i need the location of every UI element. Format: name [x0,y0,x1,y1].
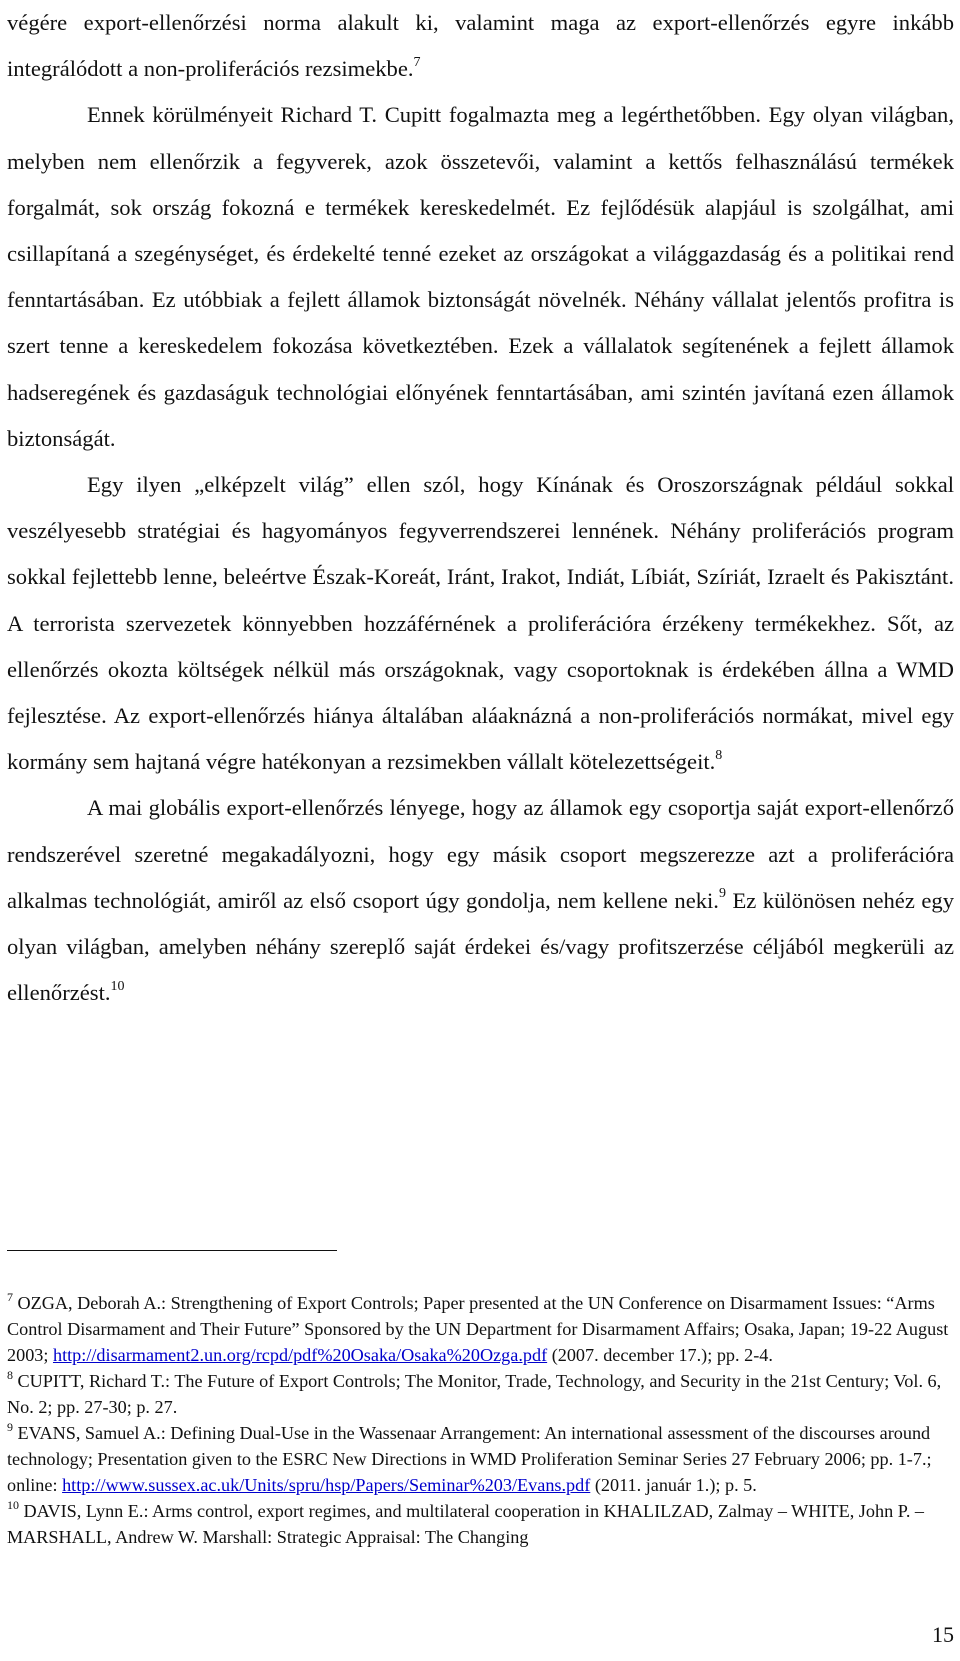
footnote-text: (2011. január 1.); p. 5. [590,1475,757,1495]
paragraph-continuation [7,0,954,92]
paragraph-text: Ennek körülményeit Richard T. Cupitt fogalmazta meg a legérthetőbben. Egy olyan világban, melyben nem ellenőrzik a fegyverek, azok összetevői, valamint a kettős felhasználású termékek forgalmát, sok ország fokozná e termékek kereskedelmét. Ez fejlődésük alapjául is szolgálhat, ami csillapítaná a szegénységet, és érdekelté tenné ezeket az országokat a világgazdaság és a politikai rend fenntartásában. Ez utóbbiak a fejlett államok biztonságát növelnék. Néhány vállalat jelentős profitra is szert tenne a kereskedelem fokozása következtében. Ezek a vállalatok segítenének a fejlett államok hadseregének és gazdaságuk technológiai előnyének fenntartásában, ami szintén javítaná ezen államok biztonságát. [7,102,954,451]
footnote-ref-7[interactable]: 7 [413,54,421,70]
paragraph-cupitt [7,92,954,462]
footnote-link[interactable]: http://disarmament2.un.org/rcpd/pdf%20Osaka/Osaka%20Ozga.pdf [52,1345,548,1365]
footnote-ref-10[interactable]: 10 [110,978,125,994]
paragraph-text: végére export-ellenőrzési norma alakult ki, valamint maga az export-ellenőrzés egyre inkább integrálódott a non-proliferációs rezsimekbe. [7,10,954,82]
footnote-number: 9 [7,1419,13,1434]
paragraph-global-export-control [7,785,954,1016]
page-number: 15 [932,1622,954,1647]
footnote-8 [7,1368,957,1420]
paragraph-text: Egy ilyen „elképzelt világ” ellen szól, hogy Kínának és Oroszországnak például sokkal veszélyesebb stratégiai és hagyományos fegyverrendszerei lennének. Néhány proliferációs program sokkal fejlettebb lenne, beleértve Észak-Koreát, Iránt, Irakot, Indiát, Líbiát, Szíriát, Izraelt és Pakisztánt. A terrorista szervezetek könnyebben hozzáférnének a proliferációra érzékeny termékekhez. Sőt, az ellenőrzés okozta költségek nélkül más országoknak, vagy csoportoknak is érdekében állna a WMD fejlesztése. Az export-ellenőrzés hiánya általában aláaknázná a non-proliferációs normákat, mivel egy kormány sem hajtaná végre hatékonyan a rezsimekben vállalt kötelezettségeit. [7,472,954,775]
footnote-number: 10 [7,1497,19,1512]
footnote-link[interactable]: http://www.sussex.ac.uk/Units/spru/hsp/Papers/Seminar%203/Evans.pdf [62,1475,591,1495]
footnote-ref-8[interactable]: 8 [715,747,723,763]
footnote-7 [7,1290,957,1368]
footnote-text: DAVIS, Lynn E.: Arms control, export regimes, and multilateral cooperation in KHALILZAD, Zalmay – WHITE, John P. – MARSHALL, Andrew W. Marshall: Strategic Appraisal: The Changing [7,1501,925,1547]
footnote-text: EVANS, Samuel A.: Defining Dual-Use in the Wassenaar Arrangement: An international assessment of the discourses around technology; Presentation given to the ESRC New Directions in WMD Proliferation Seminar Series 27 February 2006; pp. 1-7.; online: [7,1423,932,1495]
footnote-text: OZGA, Deborah A.: Strengthening of Export Controls; Paper presented at the UN Conference on Disarmament Issues: “Arms Control Disarmament and Their Future” Sponsored by the UN Department for Disarmament Affairs; Osaka, Japan; 19-22 August 2003; [7,1293,949,1365]
footnote-ref-9[interactable]: 9 [718,886,726,902]
footnote-text: CUPITT, Richard T.: The Future of Export Controls; The Monitor, Trade, Technology, and Security in the 21st Century; Vol. 6, No. 2; pp. 27-30; p. 27. [7,1371,942,1417]
footnote-text: (2007. december 17.); pp. 2-4. [547,1345,773,1365]
footnote-number: 7 [7,1289,13,1304]
footnote-10 [7,1498,957,1550]
body-text [7,0,954,1016]
footnote-number: 8 [7,1367,13,1382]
paragraph-imagined-world [7,462,954,785]
paragraph-text: Ez különösen nehéz egy olyan világban, amelyben néhány szereplő saját érdekei és/vagy profitszerzése céljából megkerüli az ellenőrzést. [7,887,954,1006]
paragraph-text: A mai globális export-ellenőrzés lényege, hogy az államok egy csoportja saját export-ellenőrző rendszerével szeretné megakadályozni, hogy egy másik csoport megszerezze azt a proliferációra alkalmas technológiát, amiről az első csoport úgy gondolja, nem kellene neki. [7,795,954,913]
footnote-separator [7,1250,337,1251]
footnotes [7,1290,957,1550]
footnote-9 [7,1420,957,1498]
